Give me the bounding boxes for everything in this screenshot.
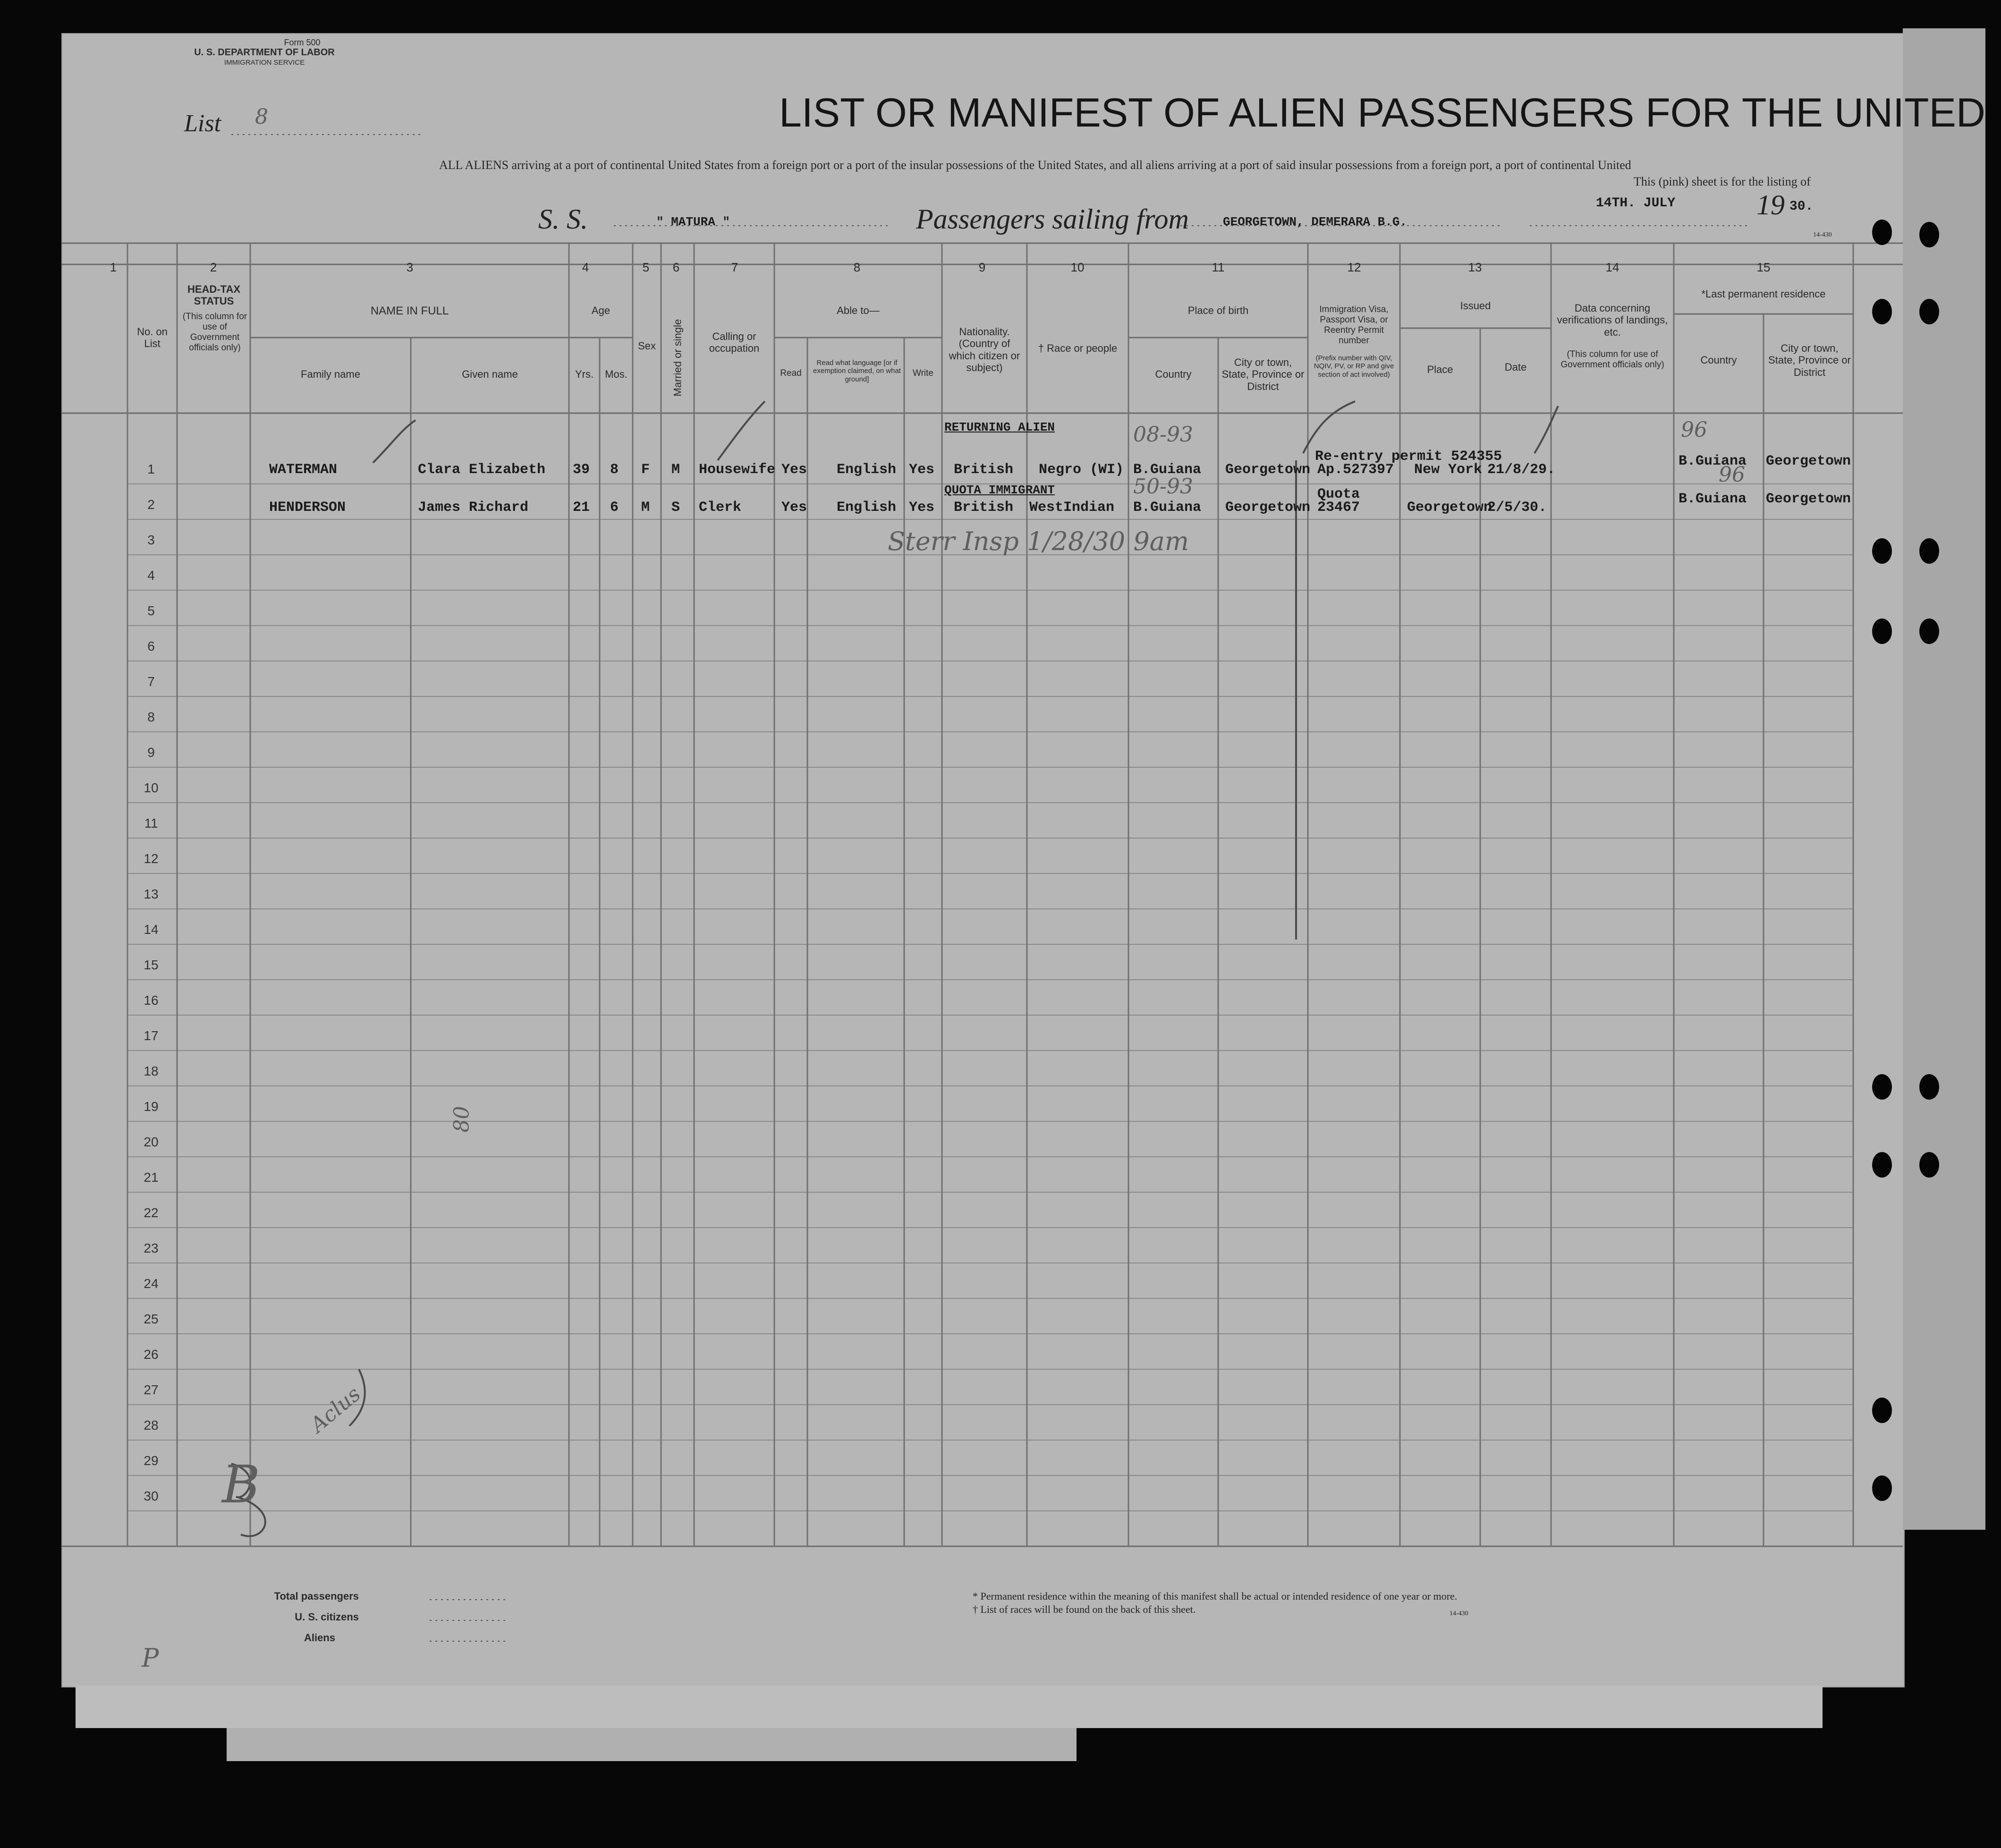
punch-hole [1919, 299, 1939, 324]
row-number: 30 [144, 1489, 159, 1503]
row-number: 11 [144, 816, 158, 831]
header-visa-note: (Prefix number with QIV, NQIV, PV, or RP and give section of act involved) [1314, 354, 1394, 379]
column-number: 4 [582, 260, 589, 274]
year-prefix: 19 [1756, 189, 1785, 220]
form-code: 14-430 [1813, 231, 1832, 238]
footer-us-citizens: U. S. citizens [295, 1611, 359, 1623]
family-name: HENDERSON [269, 500, 346, 516]
row-number: 13 [144, 887, 159, 901]
issued-date: 2/5/30. [1487, 500, 1547, 516]
year-suffix: 30. [1789, 199, 1814, 214]
punch-hole [1872, 220, 1892, 245]
row-number: 3 [147, 533, 155, 547]
header-given-name: Given name [462, 368, 518, 380]
subtitle-line-1: ALL ALIENS arriving at a port of continental United States from a foreign port or a port of the insular possessions of the United States, and all aliens arriving at a port of said insular possessions from a foreign port, a port of continental United [439, 158, 1631, 172]
column-number: 11 [1212, 260, 1225, 274]
row-number: 29 [144, 1453, 159, 1468]
row-number: 7 [147, 674, 155, 689]
footer-note-races: † List of races will be found on the back of this sheet. [973, 1603, 1196, 1615]
column-number: 9 [978, 260, 986, 274]
column-number: 7 [731, 260, 738, 274]
sailing-label: Passengers sailing from [916, 203, 1189, 235]
ship-label: S. S. [538, 203, 588, 235]
column-number: 5 [642, 260, 650, 274]
can-write: Yes [909, 462, 935, 478]
header-name-in-full: NAME IN FULL [370, 305, 449, 317]
punch-hole [1919, 538, 1939, 564]
label-quota-immigrant: QUOTA IMMIGRANT [944, 483, 1055, 497]
visa-number: Ap.527397 [1317, 462, 1394, 478]
language: English [837, 500, 897, 516]
header-mos: Mos. [605, 368, 627, 380]
punch-hole [1872, 619, 1892, 644]
row-number: 10 [144, 780, 159, 795]
row-number: 18 [144, 1064, 159, 1078]
birth-country: B.Guiana [1133, 500, 1202, 516]
handwritten-code-2: 50-93 [1133, 475, 1193, 499]
nationality: British [954, 462, 1014, 478]
marital-status: M [671, 462, 680, 478]
subtitle-line-2: This (pink) sheet is for the listing of [1634, 175, 1811, 188]
header-birth-country: Country [1155, 368, 1192, 380]
header-family-name: Family name [301, 368, 360, 380]
punch-hole [1919, 1152, 1939, 1178]
signature-text: Aclus [305, 1382, 365, 1438]
column-number: 10 [1070, 260, 1085, 274]
header-read-language: Read what language [or if exemption claimed, on what ground] [813, 359, 901, 383]
punch-hole [1872, 1152, 1892, 1178]
row-number: 5 [147, 603, 155, 618]
language: English [837, 462, 897, 478]
visa-number: 23467 [1317, 500, 1360, 516]
row-number: 19 [144, 1099, 159, 1114]
punch-hole [1919, 222, 1939, 247]
issued-date: 21/8/29. [1487, 462, 1556, 478]
row-number: 16 [144, 993, 159, 1008]
row-number: 2 [147, 497, 155, 512]
header-age: Age [591, 305, 610, 316]
race: WestIndian [1029, 500, 1115, 516]
row-number: 17 [144, 1028, 159, 1043]
sex: F [641, 462, 650, 478]
punch-hole [1919, 619, 1939, 644]
age-years: 21 [573, 500, 590, 516]
residence-city: Georgetown [1766, 453, 1851, 469]
age-months: 8 [610, 462, 619, 478]
header-yrs: Yrs. [575, 368, 594, 380]
punch-hole [1872, 1475, 1892, 1501]
header-issued-date: Date [1504, 361, 1527, 373]
can-read: Yes [781, 500, 807, 516]
occupation: Housewife [699, 462, 776, 478]
punch-hole [1872, 538, 1892, 564]
header-birth-city: City or town, State, Province or District [1221, 356, 1305, 392]
header-res-country: Country [1700, 354, 1737, 366]
issued-place: New York [1414, 462, 1483, 478]
footer-note-residence: * Permanent residence within the meaning of this manifest shall be actual or intended residence of one year or more. [973, 1590, 1458, 1602]
birth-country: B.Guiana [1133, 462, 1202, 478]
header-issued-place: Place [1427, 364, 1453, 375]
visa-type: Quota [1317, 486, 1360, 502]
page-title: LIST OR MANIFEST OF ALIEN PASSENGERS FOR THE UNITED [779, 90, 1986, 136]
occupation: Clerk [699, 500, 742, 516]
row-number: 22 [144, 1205, 159, 1220]
header-race: † Race or people [1038, 342, 1118, 354]
header-calling: Calling or occupation [709, 331, 760, 355]
sailing-port: GEORGETOWN, DEMERARA B.G. [1223, 215, 1407, 229]
row-number: 6 [147, 639, 155, 653]
header-read: Read [780, 368, 802, 378]
row-number: 28 [144, 1418, 159, 1433]
signature-initial: B [222, 1454, 260, 1515]
row-number: 23 [144, 1241, 159, 1255]
header-last-residence: *Last permanent residence [1701, 288, 1826, 300]
row-number: 26 [144, 1347, 159, 1362]
row-number: 20 [144, 1135, 159, 1149]
ship-name: " MATURA " [656, 215, 730, 229]
column-number: 15 [1756, 260, 1771, 274]
row-number: 15 [144, 958, 159, 972]
punch-hole [1872, 299, 1892, 324]
visa-type: Re-entry permit 524355 [1315, 449, 1502, 465]
column-number: 14 [1605, 260, 1619, 274]
inspector-annotation: Sterr Insp 1/28/30 9am [888, 526, 1189, 556]
given-name: Clara Elizabeth [418, 462, 546, 478]
row-number: 1 [147, 462, 155, 476]
nationality: British [954, 500, 1014, 516]
row-number: 4 [147, 568, 155, 583]
row-number: 12 [144, 851, 159, 866]
footer-aliens: Aliens [304, 1632, 335, 1644]
header-head-tax-note: (This column for use of Government officials only) [182, 312, 247, 353]
column-number: 1 [110, 260, 117, 274]
family-name: WATERMAN [269, 462, 338, 478]
issued-place: Georgetown [1407, 500, 1492, 516]
column-number: 8 [853, 260, 861, 274]
punch-hole [1872, 1074, 1892, 1100]
service: IMMIGRATION SERVICE [224, 59, 305, 67]
header-head-tax: HEAD-TAX STATUS [187, 283, 241, 307]
row-number: 27 [144, 1382, 159, 1397]
birth-city: Georgetown [1225, 500, 1311, 516]
list-label: List [184, 110, 221, 137]
age-months: 6 [610, 500, 619, 516]
handwritten-res-code-1: 96 [1681, 418, 1707, 442]
header-nationality: Nationality. (Country of which citizen or subject) [949, 326, 1020, 373]
column-number: 3 [406, 260, 414, 274]
department: U. S. DEPARTMENT OF LABOR [194, 47, 335, 58]
sex: M [641, 500, 650, 516]
can-write: Yes [909, 500, 935, 516]
header-data-concerning: Data concerning verifications of landings, etc. [1557, 302, 1668, 338]
given-name: James Richard [418, 500, 529, 516]
footer-code: 14-430 [1450, 1610, 1468, 1617]
header-write: Write [913, 368, 933, 378]
header-place-of-birth: Place of birth [1187, 305, 1249, 316]
column-number: 2 [210, 260, 217, 274]
residence-city: Georgetown [1766, 491, 1851, 507]
age-years: 39 [573, 462, 590, 478]
label-returning-alien: RETURNING ALIEN [944, 420, 1055, 434]
header-data-note: (This column for use of Government officials only) [1560, 349, 1664, 370]
punch-hole [1919, 1074, 1939, 1100]
header-visa: Immigration Visa, Passport Visa, or Reentry Permit number [1319, 305, 1389, 346]
header-able-to: Able to— [837, 305, 880, 316]
header-issued: Issued [1460, 300, 1491, 312]
column-number: 13 [1468, 260, 1482, 274]
footer-total-passengers: Total passengers [274, 1590, 359, 1602]
row-number: 8 [147, 710, 155, 724]
header-res-city: City or town, State, Province or District [1768, 342, 1851, 378]
handwritten-res-code-2: 96 [1719, 463, 1745, 487]
handwritten-code-1: 08-93 [1133, 423, 1193, 447]
column-number: 6 [672, 260, 680, 274]
header-sex: Sex [638, 340, 656, 352]
race: Negro (WI) [1039, 462, 1124, 478]
marital-status: S [671, 500, 680, 516]
list-number: 8 [255, 105, 268, 129]
corner-mark: P [142, 1643, 159, 1673]
header-no-on-list: No. on List [137, 326, 168, 350]
can-read: Yes [781, 462, 807, 478]
row-number: 25 [144, 1312, 159, 1326]
residence-country: B.Guiana [1679, 453, 1747, 469]
form-number: Form 500 [284, 38, 321, 47]
birth-city: Georgetown [1225, 462, 1311, 478]
row-number: 21 [144, 1170, 159, 1185]
row-number: 14 [144, 922, 159, 937]
punch-hole [1872, 1398, 1892, 1423]
residence-country: B.Guiana [1679, 491, 1747, 507]
row-number: 9 [147, 745, 155, 760]
header-married: Married or single [671, 319, 684, 397]
sailing-date: 14TH. JULY [1596, 196, 1676, 211]
margin-number: 80 [449, 1106, 474, 1133]
column-number: 12 [1347, 260, 1361, 274]
row-number: 24 [144, 1276, 159, 1291]
